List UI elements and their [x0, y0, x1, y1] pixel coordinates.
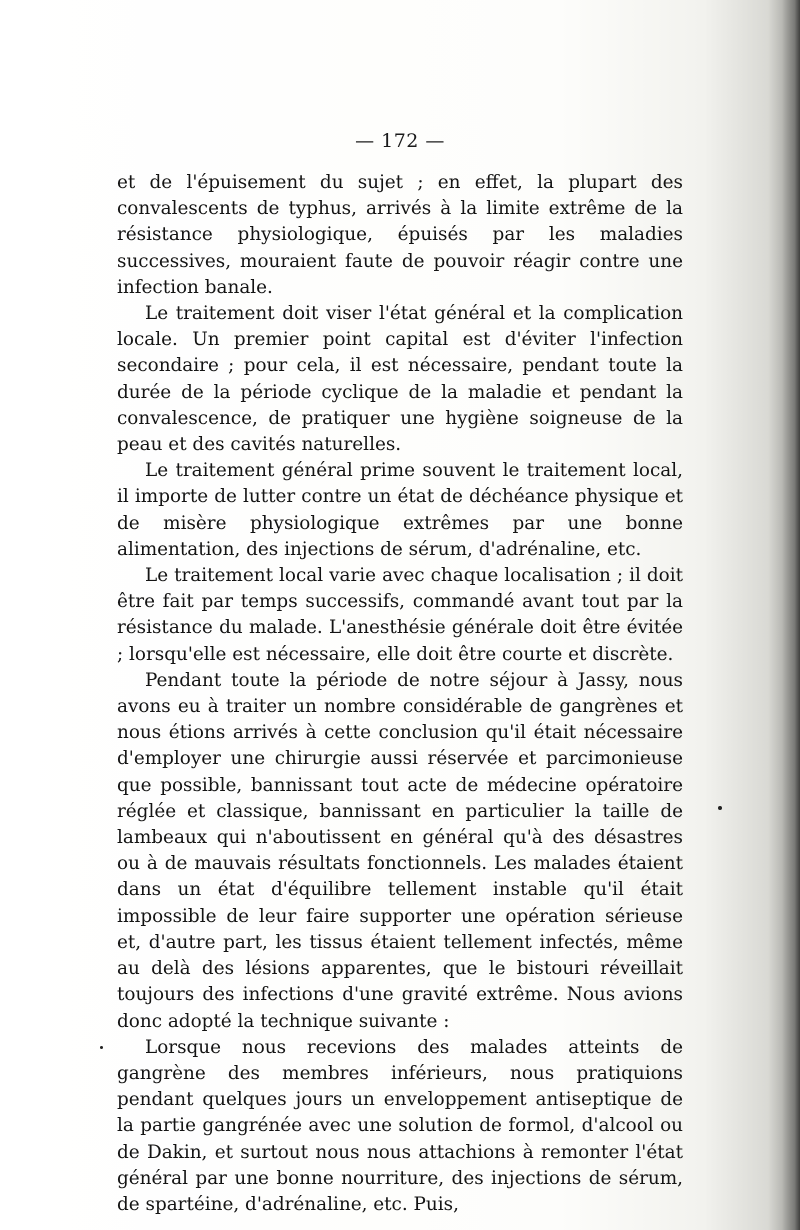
paragraph-5: Pendant toute la période de notre séjour à Jassy, nous avons eu à traiter un nombre considérable de gangrènes et nous étions arrivés à cette conclusion qu'il était nécessaire d'employer une chirurgie aussi réservée et parcimonieuse que possible, bannissant tout acte de médecine opératoire réglée et classique, bannissant en particulier la taille de lambeaux qui n'aboutissent en général qu'à des désastres ou à de mauvais résultats fonctionnels. Les malades étaient dans un état d'équilibre tellement instable qu'il était impossible de leur faire supporter une opération sérieuse et, d'autre part, les tissus étaient tellement infectés, même au delà des lésions apparentes, que le bistouri réveillait toujours des infections d'une gravité extrême. Nous avions donc adopté la technique suivante :: [117, 669, 683, 1032]
ink-speck: [100, 1046, 103, 1049]
paragraph-4: Le traitement local varie avec chaque localisation ; il doit être fait par temps successifs, commandé avant tout par la résistance du malade. L'anesthésie générale doit être évitée ; lorsqu'elle est nécessaire, elle doit être courte et discrète.: [117, 565, 683, 665]
paragraph-3: Le traitement général prime souvent le traitement local, il importe de lutter contre un état de déchéance physique et de misère physiologique extrêmes par une bonne alimentation, des injections de sérum, d'adrénaline, etc.: [117, 460, 683, 560]
paragraph-1: et de l'épuisement du sujet ; en effet, la plupart des convalescents de typhus, arrivés à la limite extrême de la résistance physiologique, épuisés par les maladies successives, mouraient faute de pouvoir réagir contre une infection banale.: [117, 172, 683, 298]
paragraph-6: Lorsque nous recevions des malades atteints de gangrène des membres inférieurs, nous pratiquions pendant quelques jours un enveloppement antiseptique de la partie gangrénée avec une solution de formol, d'alcool ou de Dakin, et surtout nous nous attachions à remonter l'état général par une bonne nourriture, des injections de sérum, de spartéine, d'adrénaline, etc. Puis,: [117, 1036, 683, 1215]
body-text: [117, 170, 683, 1218]
paragraph-2: Le traitement doit viser l'état général et la complication locale. Un premier point capital est d'éviter l'infection secondaire ; pour cela, il est nécessaire, pendant toute la durée de la période cyclique de la maladie et pendant la convalescence, de pratiquer une hygiène soigneuse de la peau et des cavités naturelles.: [117, 303, 683, 456]
ink-speck: [718, 806, 722, 810]
page-edge-shadow: [782, 0, 800, 1230]
page-number: — 172 —: [355, 130, 445, 152]
